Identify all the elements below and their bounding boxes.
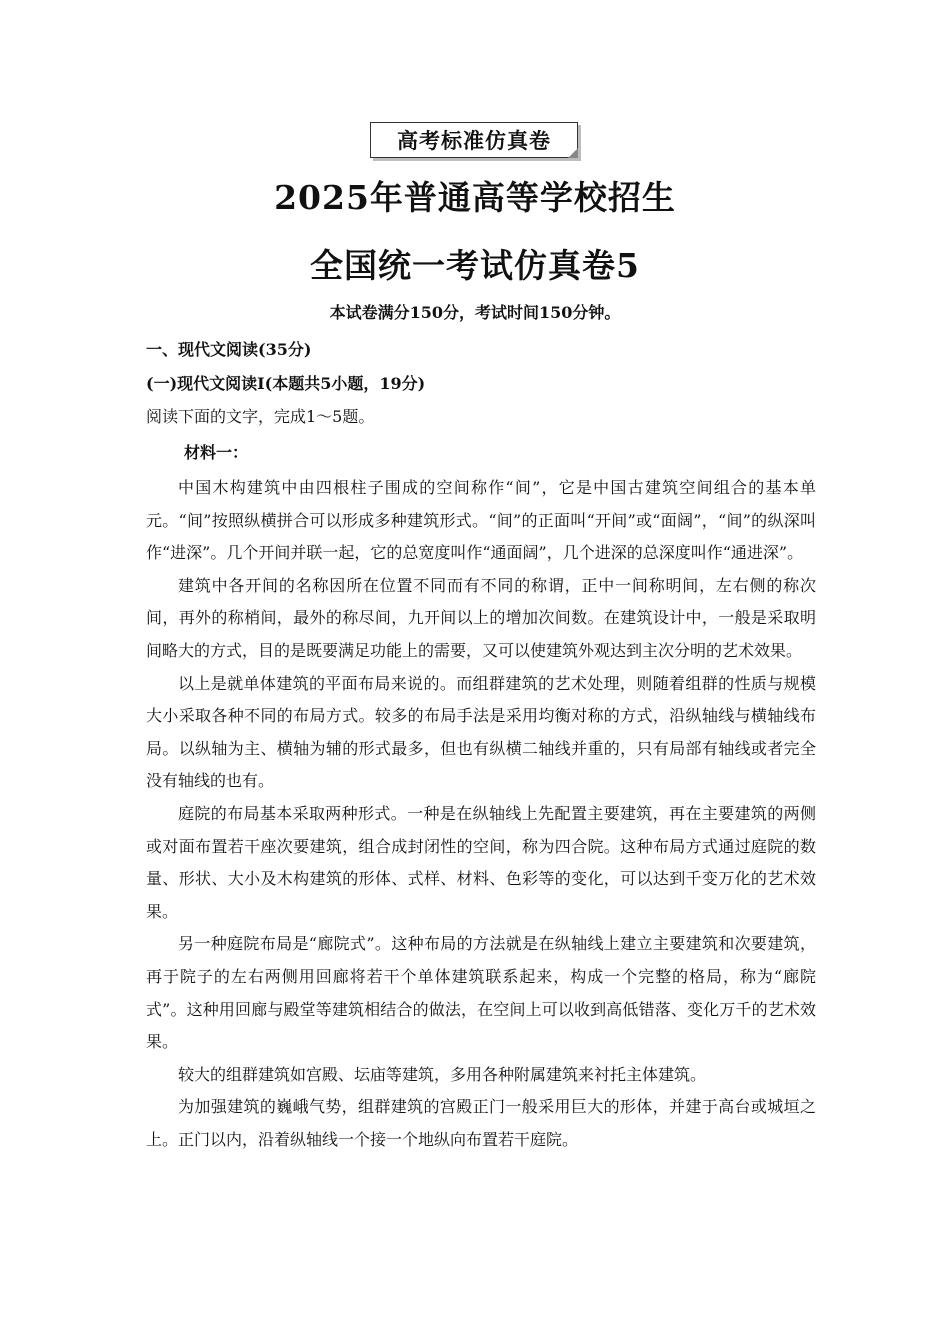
paragraph: 庭院的布局基本采取两种形式。一种是在纵轴线上先配置主要建筑，再在主要建筑的两侧或对面布置若干座次要建筑，组合成封闭性的空间，称为四合院。这种布局方式通过庭院的数量、形状、大小及木构建筑的形体、式样、材料、色彩等的变化，可以达到千变万化的艺术效果。 [146,803,816,921]
material-body [146,472,816,1156]
paragraph: 为加强建筑的巍峨气势，组群建筑的宫殿正门一般采用巨大的形体，并建于高台或城垣之上。正门以内，沿着纵轴线一个接一个地纵向布置若干庭院。 [146,1097,816,1149]
paragraph: 建筑中各开间的名称因所在位置不同而有不同的称谓，正中一间称明间，左右侧的称次间，再外的称梢间，最外的称尽间，九开间以上的增加次间数。在建筑设计中，一般是采取明间略大的方式，目的是既要满足功能上的需要，又可以使建筑外观达到主次分明的艺术效果。 [146,575,816,660]
subsection-heading: (一)现代文阅读Ⅰ(本题共5小题，19分) [146,374,426,393]
badge-corner-decoration [568,148,578,158]
reading-instruction: 阅读下面的文字，完成1～5题。 [146,407,375,426]
section-heading: 一、现代文阅读(35分) [146,340,312,359]
paragraph: 较大的组群建筑如宫殿、坛庙等建筑，多用各种附属建筑来衬托主体建筑。 [178,1064,707,1084]
paragraph: 以上是就单体建筑的平面布局来说的。而组群建筑的艺术处理，则随着组群的性质与规模大小采取各种不同的布局方式。较多的布局手法是采用均衡对称的方式，沿纵轴线与横轴线布局。以纵轴为主、横轴为辅的形式最多，但也有纵横二轴线并重的，只有局部有轴线或者完全没有轴线的也有。 [146,673,816,791]
material-label: 材料一： [184,443,249,462]
exam-notice: 本试卷满分150分，考试时间150分钟。 [329,303,621,322]
paragraph: 中国木构建筑中由四根柱子围成的空间称作“间”，它是中国古建筑空间组合的基本单元。“间”按照纵横拼合可以形成多种建筑形式。“间”的正面叫“开间”或“面阔”，“间”的纵深叫作“进深”。几个开间并联一起，它的总宽度叫作“通面阔”，几个进深的总深度叫作“通进深”。 [146,478,816,563]
exam-title-line2: 全国统一考试仿真卷5 [310,246,640,285]
paragraph: 另一种庭院布局是“廊院式”。这种布局的方法就是在纵轴线上建立主要建筑和次要建筑，再于院子的左右两侧用回廊将若干个单体建筑联系起来，构成一个完整的格局，称为“廊院式”。这种用回廊与殿堂等建筑相结合的做法，在空间上可以收到高低错落、变化万千的艺术效果。 [146,934,816,1052]
exam-type-badge [370,122,578,158]
exam-title-line1: 2025年普通高等学校招生 [274,178,676,217]
badge-label: 高考标准仿真卷 [397,128,551,153]
